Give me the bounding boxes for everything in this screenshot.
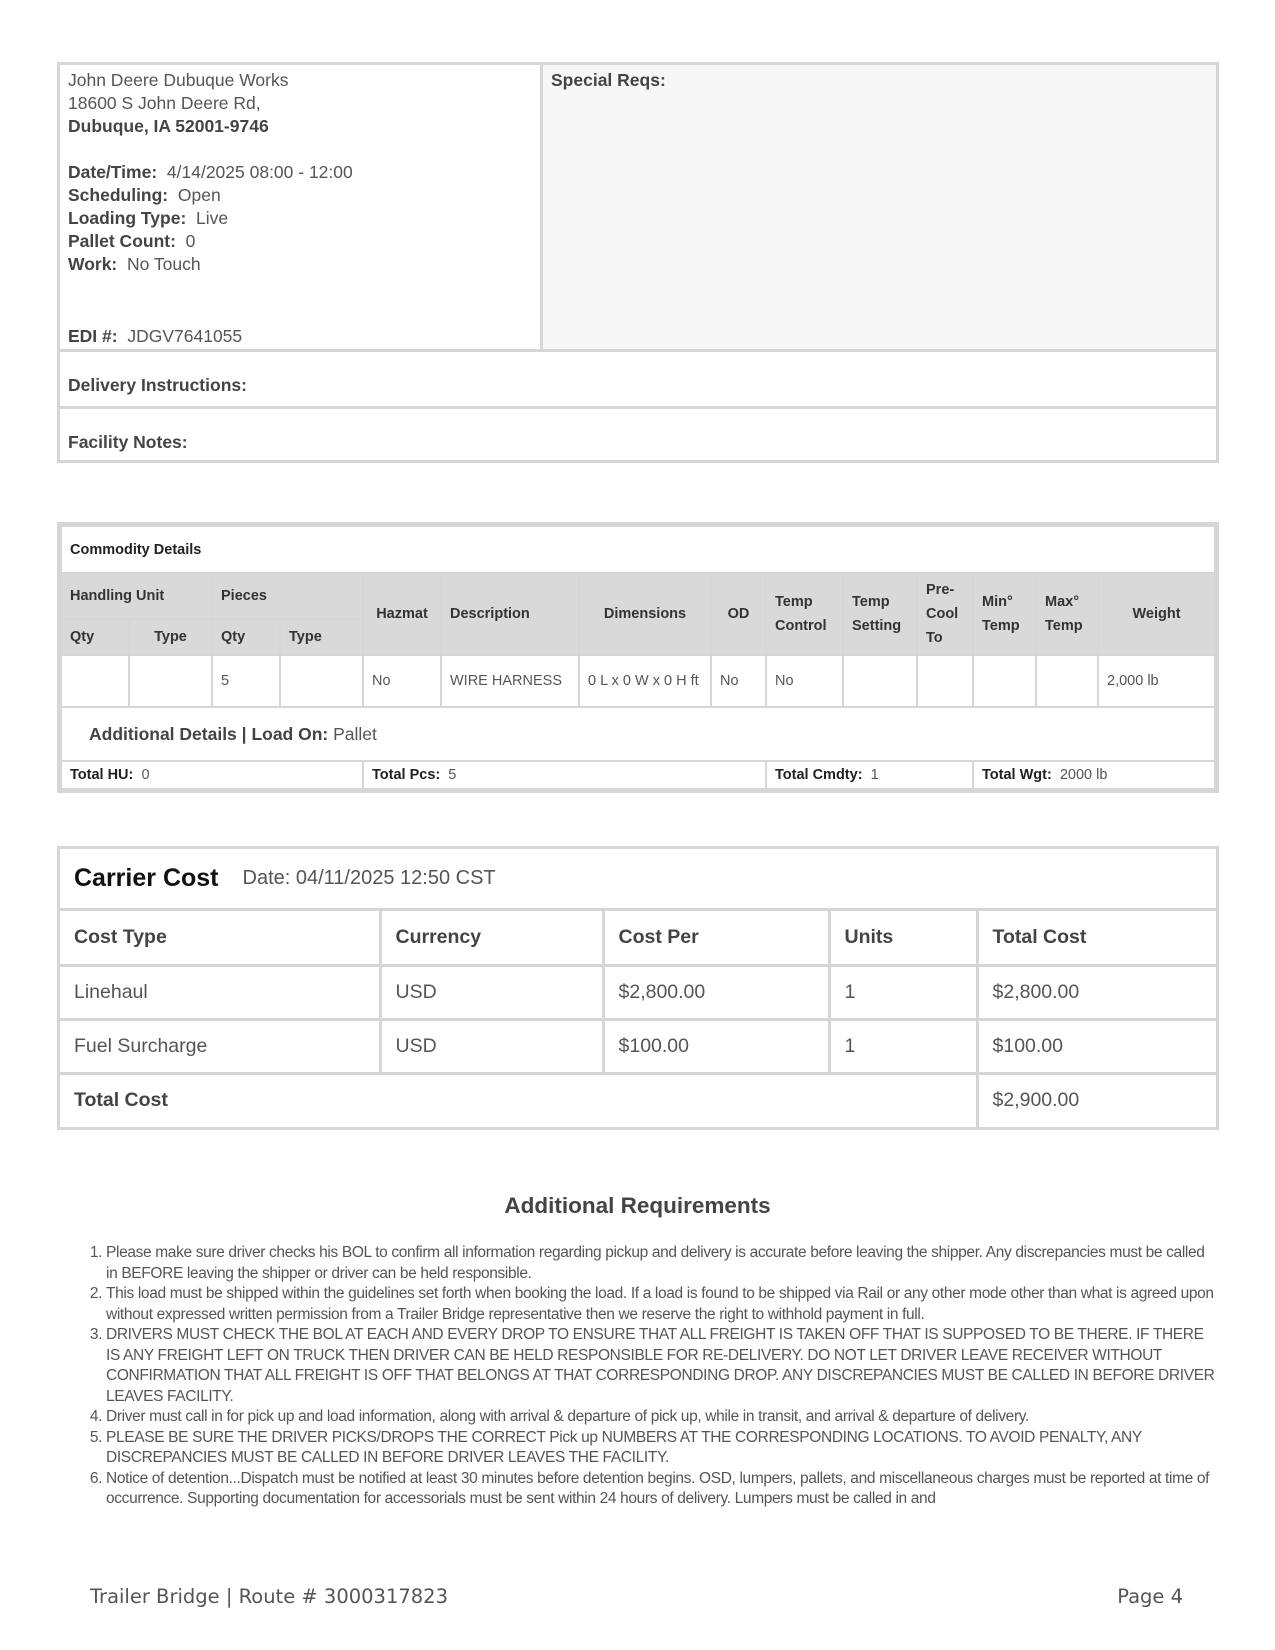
header-min-temp: Min° Temp — [973, 573, 1036, 655]
header-pcs-qty: Qty — [212, 619, 280, 655]
header-od: OD — [711, 573, 766, 655]
header-handling-unit: Handling Unit — [61, 573, 212, 619]
field-pallet-count: Pallet Count: 0 — [68, 231, 196, 251]
facility-notes-label: Facility Notes: — [60, 406, 1216, 460]
additional-requirements-title: Additional Requirements — [504, 1193, 771, 1218]
table-row — [60, 1019, 1216, 1073]
totals-row — [61, 761, 1215, 789]
field-edi: EDI #: JDGV7641055 — [68, 326, 243, 346]
cell-pcs-qty: 5 — [212, 655, 280, 707]
cell-max-temp — [1036, 655, 1098, 707]
header-temp-control: Temp Control — [766, 573, 843, 655]
currency-cell: USD — [380, 1019, 603, 1073]
cost-total-row — [60, 1073, 1216, 1127]
header-hu-qty: Qty — [61, 619, 129, 655]
cell-weight: 2,000 lb — [1098, 655, 1215, 707]
header-units: Units — [829, 911, 977, 965]
facility-name: John Deere Dubuque Works — [68, 70, 289, 90]
header-description: Description — [441, 573, 579, 655]
cell-hazmat: No — [363, 655, 441, 707]
facility-city: Dubuque, IA 52001-9746 — [68, 116, 269, 136]
requirements-list — [86, 1243, 1216, 1510]
special-reqs — [543, 65, 1216, 349]
total-cost-cell: $2,800.00 — [977, 965, 1216, 1019]
facility-info — [60, 65, 543, 349]
units-cell: 1 — [829, 965, 977, 1019]
cost-per-cell: $100.00 — [603, 1019, 829, 1073]
header-dimensions: Dimensions — [579, 573, 711, 655]
additional-details-label: Additional Details — [89, 723, 237, 744]
currency-cell: USD — [380, 965, 603, 1019]
cost-type-cell: Fuel Surcharge — [60, 1019, 380, 1073]
total-cost-value: $2,900.00 — [977, 1073, 1216, 1127]
cost-header-row — [60, 911, 1216, 965]
cell-pcs-type — [280, 655, 363, 707]
total-pcs: Total Pcs: 5 — [363, 761, 766, 789]
cell-temp-setting — [843, 655, 917, 707]
list-item: 5. PLEASE BE SURE THE DRIVER PICKS/DROPS THE CORRECT Pick up NUMBERS AT THE CORRESPONDING LOCATIONS. TO AVOID PENALTY, ANY DISCREPANCIES MUST BE CALLED IN BEFORE DRIVER LEAVES THE FACILITY. — [106, 1428, 1216, 1469]
cost-per-cell: $2,800.00 — [603, 965, 829, 1019]
list-item: 4. Driver must call in for pick up and load information, along with arrival & departure of pick up, while in transit, and arrival & departure of delivery. — [106, 1407, 1216, 1428]
footer-route: Trailer Bridge | Route # 3000317823 — [90, 1585, 448, 1608]
cell-min-temp — [973, 655, 1036, 707]
stop-details — [57, 62, 1219, 463]
header-pieces: Pieces — [212, 573, 363, 619]
total-hu: Total HU: 0 — [61, 761, 363, 789]
header-total-cost: Total Cost — [977, 911, 1216, 965]
cell-od: No — [711, 655, 766, 707]
header-pcs-type: Type — [280, 619, 363, 655]
load-on-label: Load On: — [251, 723, 329, 744]
list-item: 6. Notice of detention...Dispatch must be notified at least 30 minutes before detention begins. OSD, lumpers, pallets, and miscellaneous charges must be reported at time of occurrence. Supporting documentation for accessorials must be sent within 24 hours of delivery. Lumpers must be called in and — [106, 1469, 1216, 1510]
total-wgt: Total Wgt: 2000 lb — [973, 761, 1215, 789]
cell-pre-cool-to — [917, 655, 973, 707]
list-item: 2. This load must be shipped within the guidelines set forth when booking the load. If a load is found to be shipped via Rail or any other mode other than what is agreed upon without expressed written permission from a Trailer Bridge representative then we reserve the right to withhold payment in full. — [106, 1284, 1216, 1325]
special-reqs-label: Special Reqs: — [551, 70, 666, 90]
header-temp-setting: Temp Setting — [843, 573, 917, 655]
cell-description: WIRE HARNESS — [441, 655, 579, 707]
header-currency: Currency — [380, 911, 603, 965]
commodity-title: Commodity Details — [61, 526, 1215, 573]
total-cost-cell: $100.00 — [977, 1019, 1216, 1073]
additional-details: Additional Details | Load On: Pallet — [61, 707, 1215, 761]
header-hu-type: Type — [129, 619, 212, 655]
header-cost-per: Cost Per — [603, 911, 829, 965]
table-row — [61, 655, 1215, 707]
field-scheduling: Scheduling: Open — [68, 185, 221, 205]
commodity-details — [57, 522, 1219, 793]
field-work: Work: No Touch — [68, 254, 201, 274]
field-loading-type: Loading Type: Live — [68, 208, 229, 228]
header-pre-cool-to: Pre-Cool To — [917, 573, 973, 655]
header-hazmat: Hazmat — [363, 573, 441, 655]
delivery-instructions-label: Delivery Instructions: — [68, 375, 247, 395]
header-max-temp: Max° Temp — [1036, 573, 1098, 655]
list-item: 3. DRIVERS MUST CHECK THE BOL AT EACH AND EVERY DROP TO ENSURE THAT ALL FREIGHT IS TAKEN OFF THAT IS SUPPOSED TO BE THERE. IF THERE IS ANY FREIGHT LEFT ON TRUCK THEN DRIVER CAN BE HELD RESPONSIBLE FOR RE-DELIVERY. DO NOT LET DRIVER LEAVE RECEIVER WITHOUT CONFIRMATION THAT ALL FREIGHT IS OFF THAT BELONGS AT THAT CORRESPONDING DROP. ANY DISCREPANCIES MUST BE CALLED IN BEFORE DRIVER LEAVES FACILITY. — [106, 1325, 1216, 1407]
table-row — [60, 965, 1216, 1019]
field-datetime: Date/Time: 4/14/2025 08:00 - 12:00 — [68, 162, 353, 182]
cell-hu-type — [129, 655, 212, 707]
cell-dimensions: 0 L x 0 W x 0 H ft — [579, 655, 711, 707]
cell-temp-control: No — [766, 655, 843, 707]
units-cell: 1 — [829, 1019, 977, 1073]
header-cost-type: Cost Type — [60, 911, 380, 965]
list-item: 1. Please make sure driver checks his BOL to confirm all information regarding pickup and delivery is accurate before leaving the shipper. Any discrepancies must be called in BEFORE leaving the shipper or driver can be held responsible. — [106, 1243, 1216, 1284]
footer-page-number: Page 4 — [1117, 1585, 1183, 1608]
total-cost-label: Total Cost — [60, 1073, 977, 1127]
carrier-cost — [57, 846, 1219, 1130]
cost-type-cell: Linehaul — [60, 965, 380, 1019]
header-weight: Weight — [1098, 573, 1215, 655]
cell-hu-qty — [61, 655, 129, 707]
carrier-cost-date: Date: 04/11/2025 12:50 CST — [242, 867, 496, 889]
carrier-cost-title: Carrier Cost — [74, 864, 219, 892]
facility-street: 18600 S John Deere Rd, — [68, 93, 261, 113]
total-cmdty: Total Cmdty: 1 — [766, 761, 973, 789]
load-on-value: Pallet — [333, 723, 377, 744]
